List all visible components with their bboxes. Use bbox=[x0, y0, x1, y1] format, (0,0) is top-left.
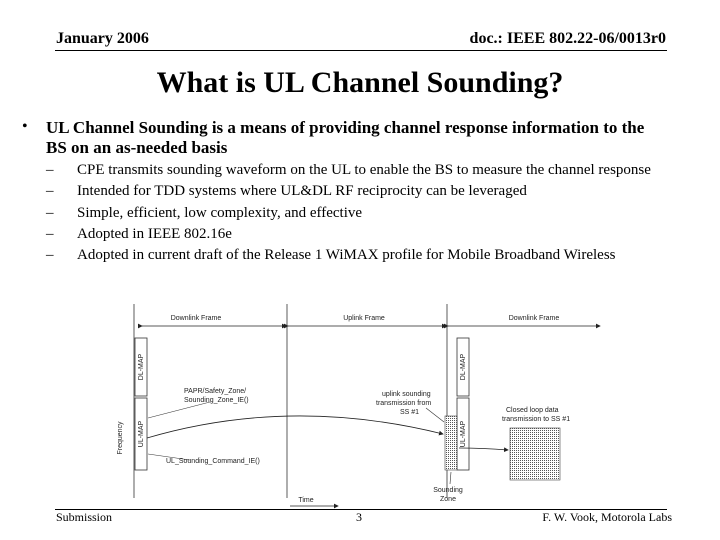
ul-tx-label-line-1: uplink sounding bbox=[382, 391, 431, 398]
zone-pointer bbox=[148, 402, 210, 418]
sounding-zone-pointer bbox=[450, 472, 451, 484]
ul-cmd-label: UL_Sounding_Command_IE() bbox=[166, 458, 260, 465]
footer-page-number: 3 bbox=[356, 510, 362, 524]
dash-icon: – bbox=[46, 183, 54, 200]
sub-bullet: – CPE transmits sounding waveform on the UL to enable the BS to measure the channel response bbox=[46, 160, 706, 181]
sounding-zone-block bbox=[445, 416, 457, 470]
slide-title: What is UL Channel Sounding? bbox=[156, 66, 564, 99]
dl-map-label: DL-MAP bbox=[138, 353, 145, 381]
closed-loop-label-line-1: Closed loop data bbox=[506, 407, 559, 414]
ul-tx-pointer bbox=[426, 408, 444, 422]
bullet-dot-icon: • bbox=[22, 118, 28, 135]
footer-author: F. W. Vook, Motorola Labs bbox=[542, 510, 672, 524]
ul-map-label: UL-MAP bbox=[460, 420, 467, 448]
time-axis-label: Time bbox=[298, 497, 314, 504]
sounding-zone-label-line-2: Zone bbox=[440, 496, 456, 503]
closed-loop-data-block bbox=[510, 428, 560, 480]
zone-label-line-2: Sounding_Zone_IE() bbox=[184, 397, 249, 404]
header-date: January 2006 bbox=[56, 30, 149, 47]
closed-loop-label-line-2: transmission to SS #1 bbox=[502, 416, 571, 423]
main-bullet-text bbox=[46, 118, 696, 158]
header-rule bbox=[55, 50, 667, 51]
ul-tx-label-line-2: transmission from bbox=[376, 400, 432, 407]
dash-icon: – bbox=[46, 162, 54, 178]
frequency-axis-label: Frequency bbox=[117, 421, 124, 455]
dash-icon: – bbox=[46, 247, 54, 264]
header-doc-id: doc.: IEEE 802.22-06/0013r0 bbox=[469, 30, 666, 47]
dl-map-label: DL-MAP bbox=[460, 353, 467, 381]
frame-label: Uplink Frame bbox=[343, 315, 385, 322]
ul-tx-label-line-3: SS #1 bbox=[400, 409, 420, 416]
sub-bullet-list bbox=[46, 160, 706, 266]
sounding-frame-diagram bbox=[110, 298, 610, 513]
dash-icon: – bbox=[46, 225, 54, 242]
sub-bullet: – Adopted in IEEE 802.16e bbox=[46, 224, 706, 245]
main-bullet-line-2: BS on an as-needed basis bbox=[46, 138, 228, 157]
footer-submission: Submission bbox=[56, 510, 113, 524]
sounding-zone-label-line-1: Sounding bbox=[433, 487, 463, 494]
frame-label: Downlink Frame bbox=[170, 315, 222, 322]
main-bullet-line-1: UL Channel Sounding is a means of providing channel response information to the bbox=[46, 118, 645, 137]
frame-label: Downlink Frame bbox=[508, 315, 560, 322]
ul-sounding-arrow bbox=[147, 416, 443, 438]
ul-map-label: UL-MAP bbox=[138, 420, 145, 448]
sub-bullet: – Intended for TDD systems where UL&DL RF reciprocity can be leveraged bbox=[46, 181, 706, 202]
zone-label-line-1: PAPR/Safety_Zone/ bbox=[184, 388, 247, 395]
sub-bullet: – Adopted in current draft of the Release 1 WiMAX profile for Mobile Broadband Wireless bbox=[46, 245, 706, 266]
sub-bullet: – Simple, efficient, low complexity, and effective bbox=[46, 203, 706, 224]
dash-icon: – bbox=[46, 204, 54, 221]
